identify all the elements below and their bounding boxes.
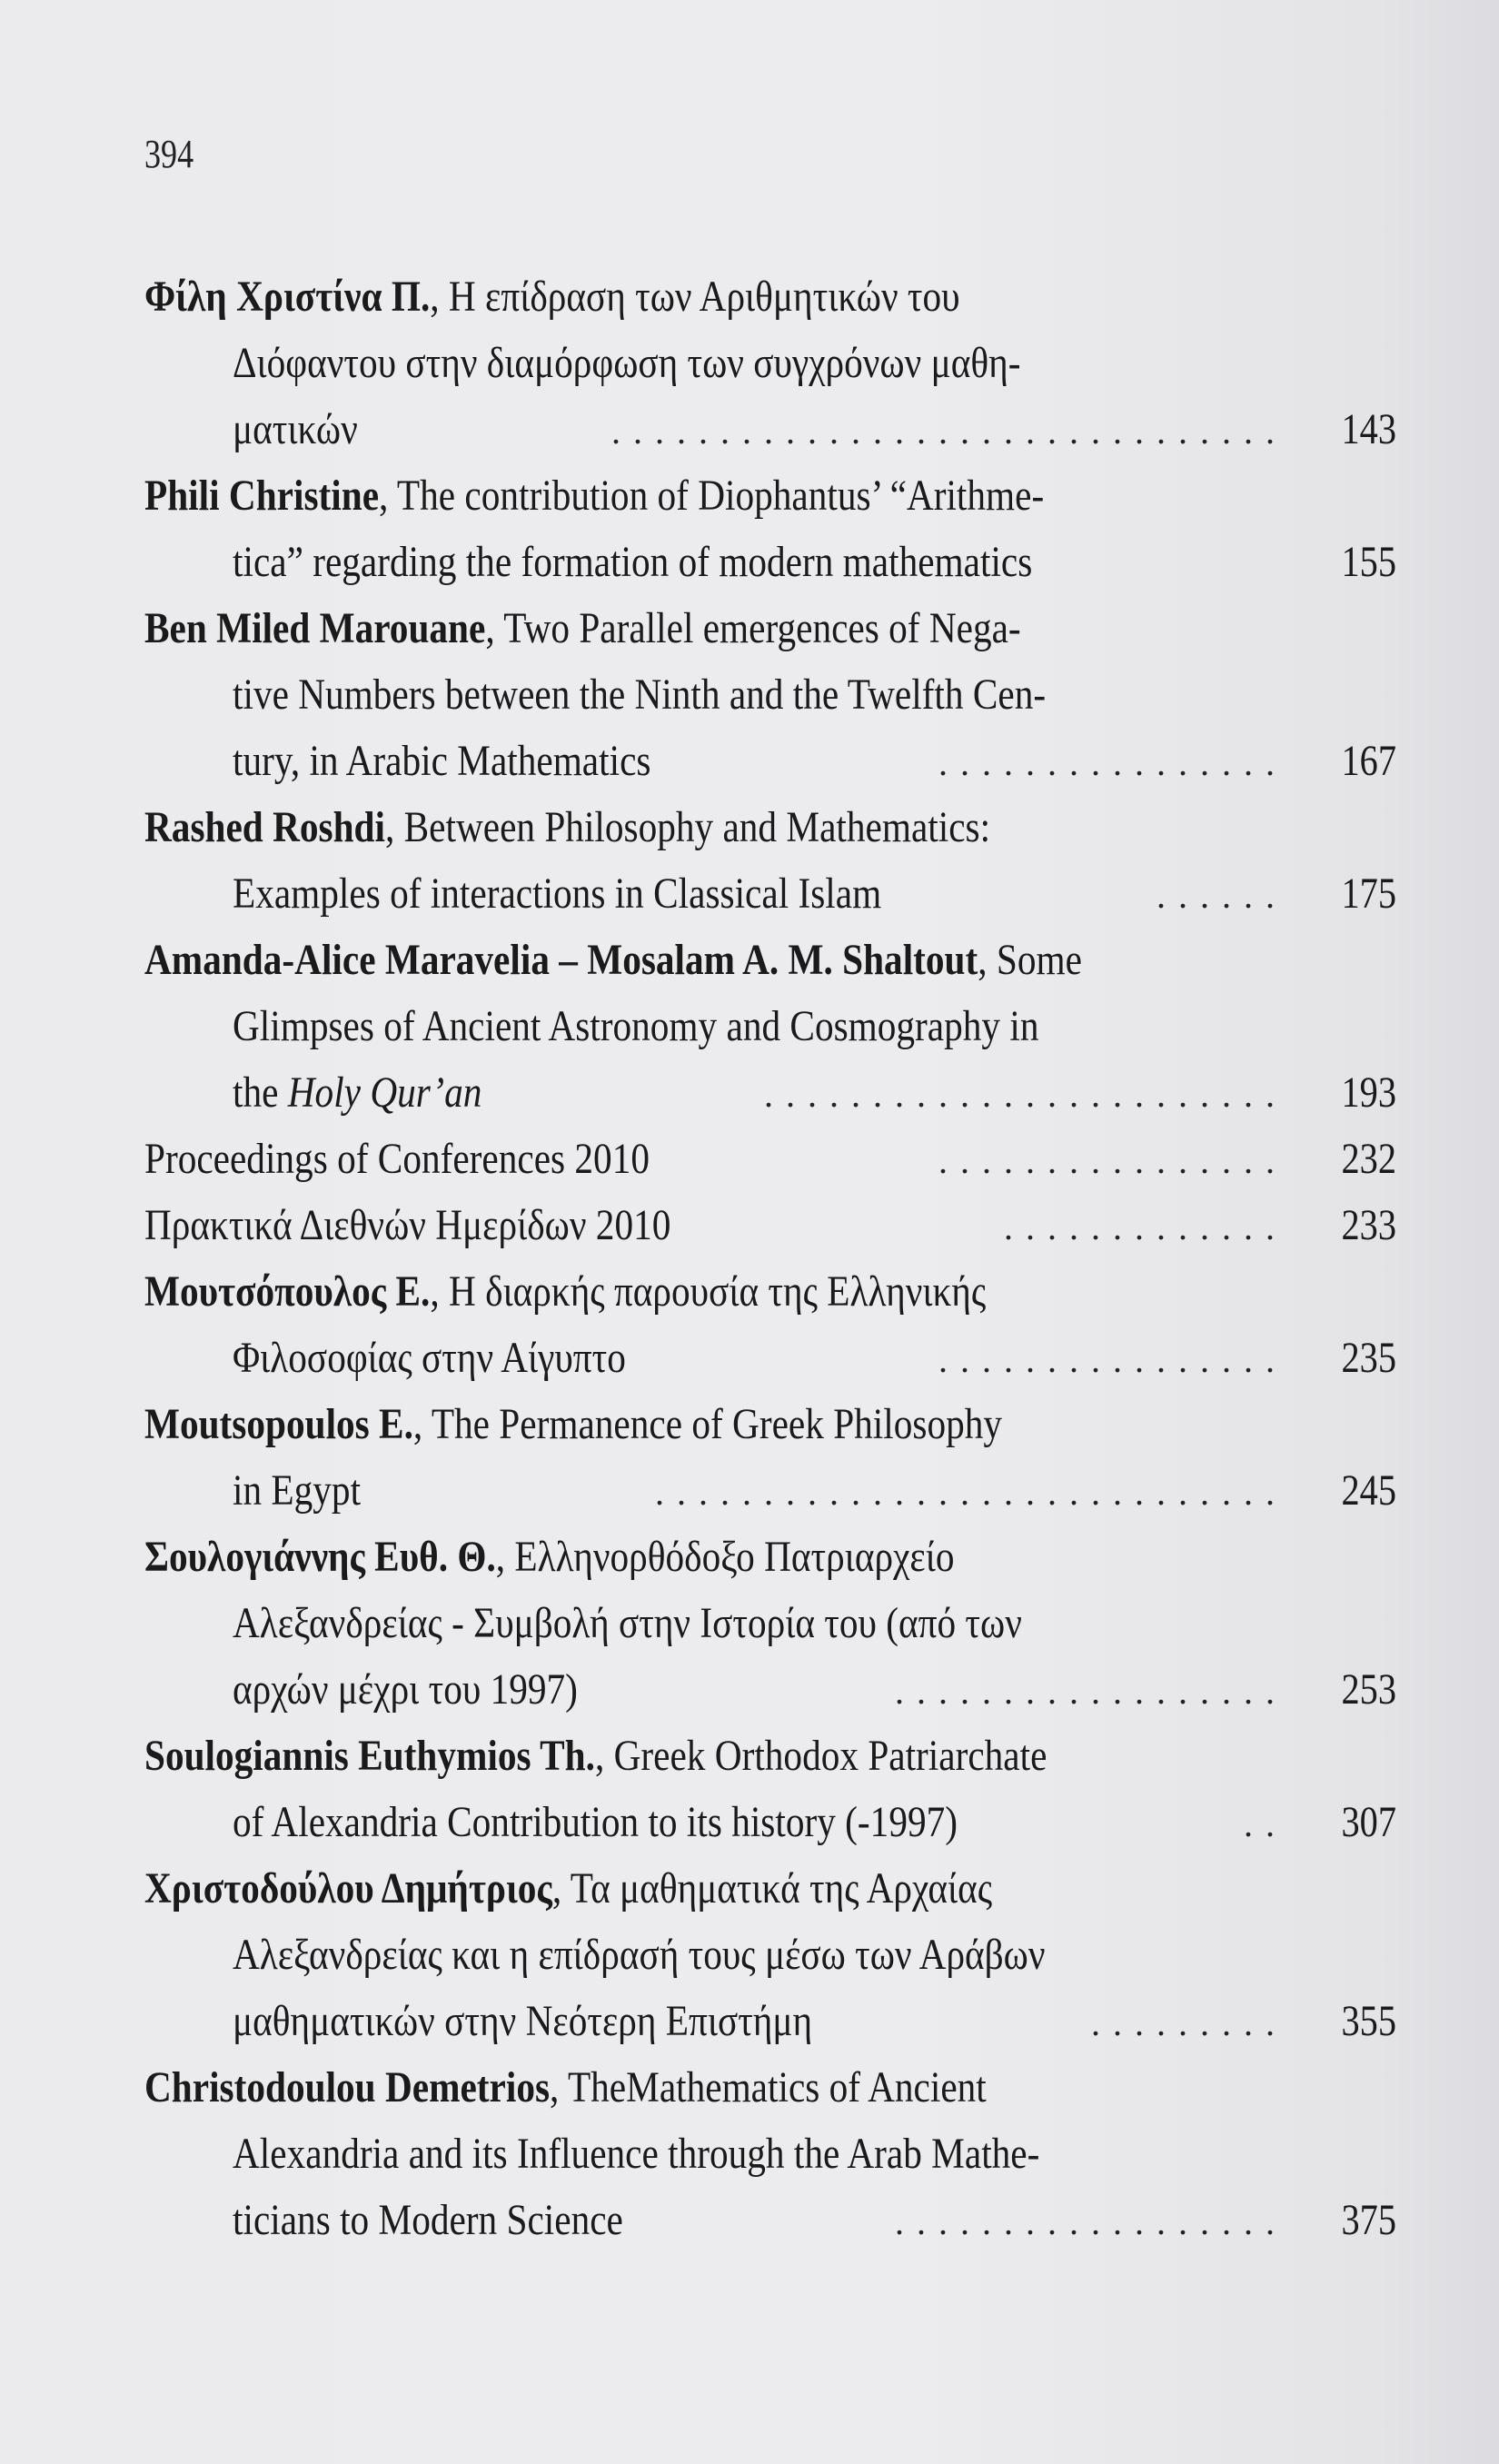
entry-page-number[interactable]: 143 [1341, 405, 1396, 453]
toc-entry[interactable] [144, 1192, 1396, 1258]
entry-title-text: in Egypt [233, 1466, 362, 1515]
entry-page-number[interactable]: 232 [1341, 1135, 1396, 1183]
entry-page-number[interactable]: 193 [1341, 1068, 1396, 1117]
entry-author: Moutsopoulos E. [144, 1400, 413, 1448]
entry-title-text: , Greek Orthodox Patriarchate [594, 1732, 1047, 1780]
dot-leader: ............................. [655, 1472, 1287, 1513]
dot-leader: ......... [1091, 2002, 1287, 2043]
entry-title-text: , TheMathematics of Ancient [550, 2063, 987, 2111]
entry-title-text: , The Permanence of Greek Philosophy [412, 1400, 1003, 1448]
entry-line [144, 529, 1396, 595]
entry-author: Σουλογιάννης Ευθ. Θ. [144, 1533, 496, 1581]
entry-title-text: the [233, 1068, 288, 1117]
entry-author: Μουτσόπουλος Ε. [144, 1267, 431, 1316]
entry-line [144, 1325, 1396, 1391]
entry-line [144, 1457, 1396, 1524]
entry-title-text: ματικών [233, 405, 358, 453]
toc-entry[interactable] [144, 263, 1396, 462]
entry-title-text: Πρακτικά Διεθνών Ημερίδων 2010 [144, 1201, 671, 1249]
entry-line [144, 462, 1396, 529]
dot-leader: .. [1244, 1803, 1287, 1844]
dot-leader: .................. [895, 2201, 1287, 2242]
entry-line [144, 1855, 1396, 1922]
toc-entry[interactable] [144, 2054, 1396, 2253]
entry-page-number[interactable]: 307 [1341, 1798, 1396, 1846]
entry-title-text: , Ελληνορθόδοξο Πατριαρχείο [495, 1533, 955, 1581]
dot-leader: ................ [938, 1339, 1287, 1380]
entry-author: Christodoulou Demetrios [144, 2063, 551, 2111]
entry-line [144, 1391, 1396, 1457]
entry-title-text: tury, in Arabic Mathematics [233, 737, 651, 785]
entry-title-text: αρχών μέχρι του 1997) [233, 1665, 578, 1714]
entry-line [144, 860, 1396, 927]
dot-leader: ........................ [764, 1074, 1287, 1115]
dot-leader: ............. [1004, 1207, 1287, 1247]
page-number: 394 [144, 132, 194, 176]
toc-entry[interactable] [144, 1391, 1396, 1524]
entry-title-text: Αλεξανδρείας - Συμβολή στην Ιστορία του (από των [233, 1599, 1022, 1647]
entry-title-text: of Alexandria Contribution to its history (-1997) [233, 1798, 958, 1846]
toc-entry[interactable] [144, 1723, 1396, 1855]
toc-entry[interactable] [144, 1258, 1396, 1391]
entry-author: Χριστοδούλου Δημήτριος [144, 1864, 552, 1913]
entry-line [144, 927, 1396, 993]
entry-line [144, 263, 1396, 330]
toc-entry[interactable] [144, 595, 1396, 794]
entry-line [144, 2187, 1396, 2253]
entry-line [144, 1524, 1396, 1590]
toc-entry[interactable] [144, 794, 1396, 927]
entry-line [144, 1988, 1396, 2054]
entry-line [144, 396, 1396, 462]
entry-title-text: , The contribution of Diophantus’ “Arithme- [379, 472, 1045, 520]
entry-author: Rashed Roshdi [144, 803, 385, 851]
entry-page-number[interactable]: 155 [1341, 538, 1396, 586]
entry-line [144, 1126, 1396, 1192]
table-of-contents [144, 263, 1396, 2253]
entry-page-number[interactable]: 355 [1341, 1997, 1396, 2045]
dot-leader: ................ [938, 742, 1287, 783]
entry-line [144, 1590, 1396, 1656]
entry-title-text: Glimpses of Ancient Astronomy and Cosmography in [233, 1002, 1039, 1050]
entry-page-number[interactable]: 233 [1341, 1201, 1396, 1249]
entry-title-text: Διόφαντου στην διαμόρφωση των συγχρόνων μαθη- [233, 339, 1021, 387]
entry-title-text: ticians to Modern Science [233, 2196, 623, 2244]
entry-line [144, 728, 1396, 794]
entry-page-number[interactable]: 175 [1341, 869, 1396, 918]
entry-title-text: , Τα μαθηματικά της Αρχαίας [551, 1864, 993, 1913]
entry-author: Phili Christine [144, 472, 380, 520]
entry-author: Soulogiannis Euthymios Th. [144, 1732, 595, 1780]
dot-leader: ...... [1157, 875, 1287, 916]
entry-title-text: , Η επίδραση των Αριθμητικών του [430, 273, 960, 321]
entry-line [144, 661, 1396, 728]
entry-line [144, 1258, 1396, 1325]
entry-page-number[interactable]: 253 [1341, 1665, 1396, 1714]
entry-line [144, 1723, 1396, 1789]
entry-page-number[interactable]: 245 [1341, 1466, 1396, 1515]
entry-title-text: , Between Philosophy and Mathematics: [384, 803, 991, 851]
entry-title-italic: Holy Qur’an [287, 1068, 482, 1117]
entry-line [144, 1789, 1396, 1855]
toc-entry[interactable] [144, 462, 1396, 595]
entry-author: Amanda-Alice Maravelia – Mosalam A. M. Shaltout [144, 936, 978, 984]
entry-page-number[interactable]: 375 [1341, 2196, 1396, 2244]
entry-author: Φίλη Χριστίνα Π. [144, 273, 431, 321]
entry-title-text: , Η διαρκής παρουσία της Ελληνικής [430, 1267, 987, 1316]
entry-title-text: μαθηματικών στην Νεότερη Επιστήμη [233, 1997, 813, 2045]
toc-entry[interactable] [144, 1524, 1396, 1723]
entry-title-text: tica” regarding the formation of modern mathematics [233, 538, 1033, 586]
toc-entry[interactable] [144, 1855, 1396, 2054]
toc-entry[interactable] [144, 1126, 1396, 1192]
entry-line [144, 1192, 1396, 1258]
entry-line [144, 595, 1396, 661]
entry-page-number[interactable]: 167 [1341, 737, 1396, 785]
entry-title-text: , Some [978, 936, 1082, 984]
entry-title-text: Proceedings of Conferences 2010 [144, 1135, 650, 1183]
entry-line [144, 2121, 1396, 2187]
dot-leader: ............................... [611, 411, 1287, 452]
entry-title-text: tive Numbers between the Ninth and the Twelfth Cen- [233, 671, 1047, 719]
entry-line [144, 794, 1396, 860]
entry-line [144, 1922, 1396, 1988]
entry-line [144, 993, 1396, 1059]
entry-author: Ben Miled Marouane [144, 604, 486, 652]
entry-title-text: Alexandria and its Influence through the Arab Mathe- [233, 2130, 1040, 2178]
entry-title-text: , Two Parallel emergences of Nega- [485, 604, 1021, 652]
entry-line [144, 1059, 1396, 1126]
dot-leader: .................. [895, 1671, 1287, 1712]
entry-title-text: Αλεξανδρείας και η επίδρασή τους μέσω των Αράβων [233, 1931, 1046, 1979]
toc-entry[interactable] [144, 927, 1396, 1126]
entry-title-text: Examples of interactions in Classical Islam [233, 869, 882, 918]
entry-title-text: Φιλοσοφίας στην Αίγυπτο [233, 1334, 626, 1382]
entry-line [144, 2054, 1396, 2121]
entry-line [144, 1656, 1396, 1723]
dot-leader: ................ [938, 1140, 1287, 1181]
entry-line [144, 330, 1396, 396]
entry-page-number[interactable]: 235 [1341, 1334, 1396, 1382]
